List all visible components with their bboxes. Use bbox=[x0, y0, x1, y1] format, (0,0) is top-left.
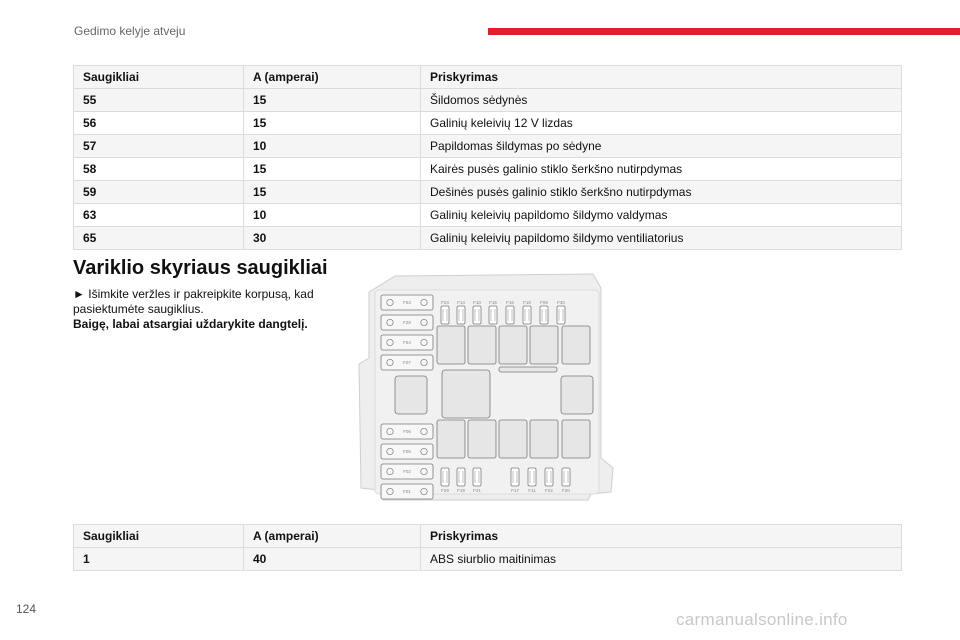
column-header-fuse: Saugikliai bbox=[74, 525, 244, 548]
mini-fuse-holder bbox=[381, 464, 433, 479]
assignment: Galinių keleivių 12 V lizdas bbox=[421, 112, 902, 135]
column-header-amperage: A (amperai) bbox=[244, 525, 421, 548]
fuse-label: F09 bbox=[540, 300, 548, 305]
page-number: 124 bbox=[16, 602, 37, 616]
fuse-label: F16 bbox=[506, 300, 514, 305]
blade-fuse bbox=[545, 468, 553, 493]
column-header-assignment: Priskyrimas bbox=[421, 525, 902, 548]
fuse-label: F28 bbox=[403, 320, 411, 326]
amperage: 15 bbox=[244, 158, 421, 181]
fuse-number: 58 bbox=[74, 158, 244, 181]
relay-large-left bbox=[395, 376, 427, 414]
amperage: 30 bbox=[244, 227, 421, 250]
fuse-label: F06 bbox=[403, 429, 411, 435]
watermark: carmanualsonline.info bbox=[676, 610, 848, 629]
fuse-table-interior bbox=[73, 65, 902, 250]
instruction-body: Išimkite veržles ir pakreipkite korpusą, kad pasiektumėte saugiklius. bbox=[73, 287, 314, 316]
blade-fuse bbox=[473, 468, 481, 493]
table-row bbox=[74, 181, 902, 204]
mini-fuse-holder bbox=[381, 424, 433, 439]
fuse-label: F30 bbox=[557, 300, 565, 305]
fuse-label: F17 bbox=[511, 488, 519, 493]
fuse-number: 59 bbox=[74, 181, 244, 204]
table-row bbox=[74, 135, 902, 158]
table-row bbox=[74, 112, 902, 135]
fuse-label: F10 bbox=[473, 300, 481, 305]
mini-fuse-holder bbox=[381, 355, 433, 370]
assignment: Galinių keleivių papildomo šildymo ventiliatorius bbox=[421, 227, 902, 250]
blade-fuse bbox=[473, 300, 481, 324]
mini-fuse-holder bbox=[381, 484, 433, 499]
table-row bbox=[74, 204, 902, 227]
fuse-number: 1 bbox=[74, 548, 244, 571]
header-accent-bar bbox=[488, 28, 960, 35]
column-header-amperage: A (amperai) bbox=[244, 66, 421, 89]
blade-fuse bbox=[457, 468, 465, 493]
blade-fuse bbox=[523, 300, 531, 324]
fuse-label: F05 bbox=[403, 449, 411, 455]
fuse-number: 55 bbox=[74, 89, 244, 112]
blade-fuse bbox=[528, 468, 536, 493]
relay-row-top bbox=[437, 326, 590, 364]
amperage: 40 bbox=[244, 548, 421, 571]
table-row bbox=[74, 548, 902, 571]
blade-fuse bbox=[489, 300, 497, 324]
fuse-number: 57 bbox=[74, 135, 244, 158]
engine-fuse-box-diagram bbox=[355, 268, 617, 503]
fuse-label: F01 bbox=[403, 489, 411, 495]
amperage: 10 bbox=[244, 204, 421, 227]
fuse-number: 63 bbox=[74, 204, 244, 227]
fuse-label: F22 bbox=[545, 488, 553, 493]
fuse-label: F14 bbox=[457, 300, 465, 305]
fuse-label: F11 bbox=[528, 488, 536, 493]
mini-fuse-holder bbox=[381, 335, 433, 350]
fuse-label: F24 bbox=[441, 300, 449, 305]
relay-large-right bbox=[561, 376, 593, 414]
fuse-label: F02 bbox=[403, 469, 411, 475]
arrow-bullet-icon: ► bbox=[73, 287, 85, 301]
assignment: Dešinės pusės galinio stiklo šerkšno nutirpdymas bbox=[421, 181, 902, 204]
relay-large-center bbox=[442, 370, 490, 418]
blade-fuse bbox=[441, 468, 449, 493]
fuse-label: F54 bbox=[403, 340, 411, 346]
fuse-label: F18 bbox=[523, 300, 531, 305]
column-header-assignment: Priskyrimas bbox=[421, 66, 902, 89]
fuse-number: 65 bbox=[74, 227, 244, 250]
amperage: 10 bbox=[244, 135, 421, 158]
assignment: Papildomas šildymas po sėdyne bbox=[421, 135, 902, 158]
assignment: Kairės pusės galinio stiklo šerkšno nutirpdymas bbox=[421, 158, 902, 181]
mini-fuse-holder bbox=[381, 444, 433, 459]
fuse-label: F21 bbox=[473, 488, 481, 493]
running-header: Gedimo kelyje atveju bbox=[74, 24, 186, 38]
assignment: ABS siurblio maitinimas bbox=[421, 548, 902, 571]
blade-fuse bbox=[511, 468, 519, 493]
column-header-fuse: Saugikliai bbox=[74, 66, 244, 89]
fuse-slot-bar bbox=[499, 367, 557, 372]
table-row bbox=[74, 227, 902, 250]
table-header-row bbox=[74, 66, 902, 89]
table-row bbox=[74, 89, 902, 112]
fuse-number: 56 bbox=[74, 112, 244, 135]
blade-fuse bbox=[557, 300, 565, 324]
instruction-text bbox=[73, 287, 338, 332]
mini-fuse-holder bbox=[381, 295, 433, 310]
fuse-label: F53 bbox=[403, 300, 411, 306]
fuse-label: F15 bbox=[489, 300, 497, 305]
table-row bbox=[74, 158, 902, 181]
table-header-row bbox=[74, 525, 902, 548]
instruction-note: Baigę, labai atsargiai uždarykite dangtelį. bbox=[73, 317, 308, 331]
fuse-label: F29 bbox=[441, 488, 449, 493]
blade-fuse bbox=[540, 300, 548, 324]
blade-fuse bbox=[562, 468, 570, 493]
assignment: Galinių keleivių papildomo šildymo valdymas bbox=[421, 204, 902, 227]
amperage: 15 bbox=[244, 112, 421, 135]
relay-row-bottom bbox=[437, 420, 590, 458]
mini-fuse-holder bbox=[381, 315, 433, 330]
section-title: Variklio skyriaus saugikliai bbox=[73, 257, 328, 279]
fuse-label: F19 bbox=[457, 488, 465, 493]
fuse-label: F20 bbox=[562, 488, 570, 493]
blade-fuse bbox=[506, 300, 514, 324]
amperage: 15 bbox=[244, 89, 421, 112]
fuse-label: F07 bbox=[403, 360, 411, 366]
blade-fuse bbox=[441, 300, 449, 324]
amperage: 15 bbox=[244, 181, 421, 204]
assignment: Šildomos sėdynės bbox=[421, 89, 902, 112]
blade-fuse bbox=[457, 300, 465, 324]
fuse-table-engine bbox=[73, 524, 902, 571]
